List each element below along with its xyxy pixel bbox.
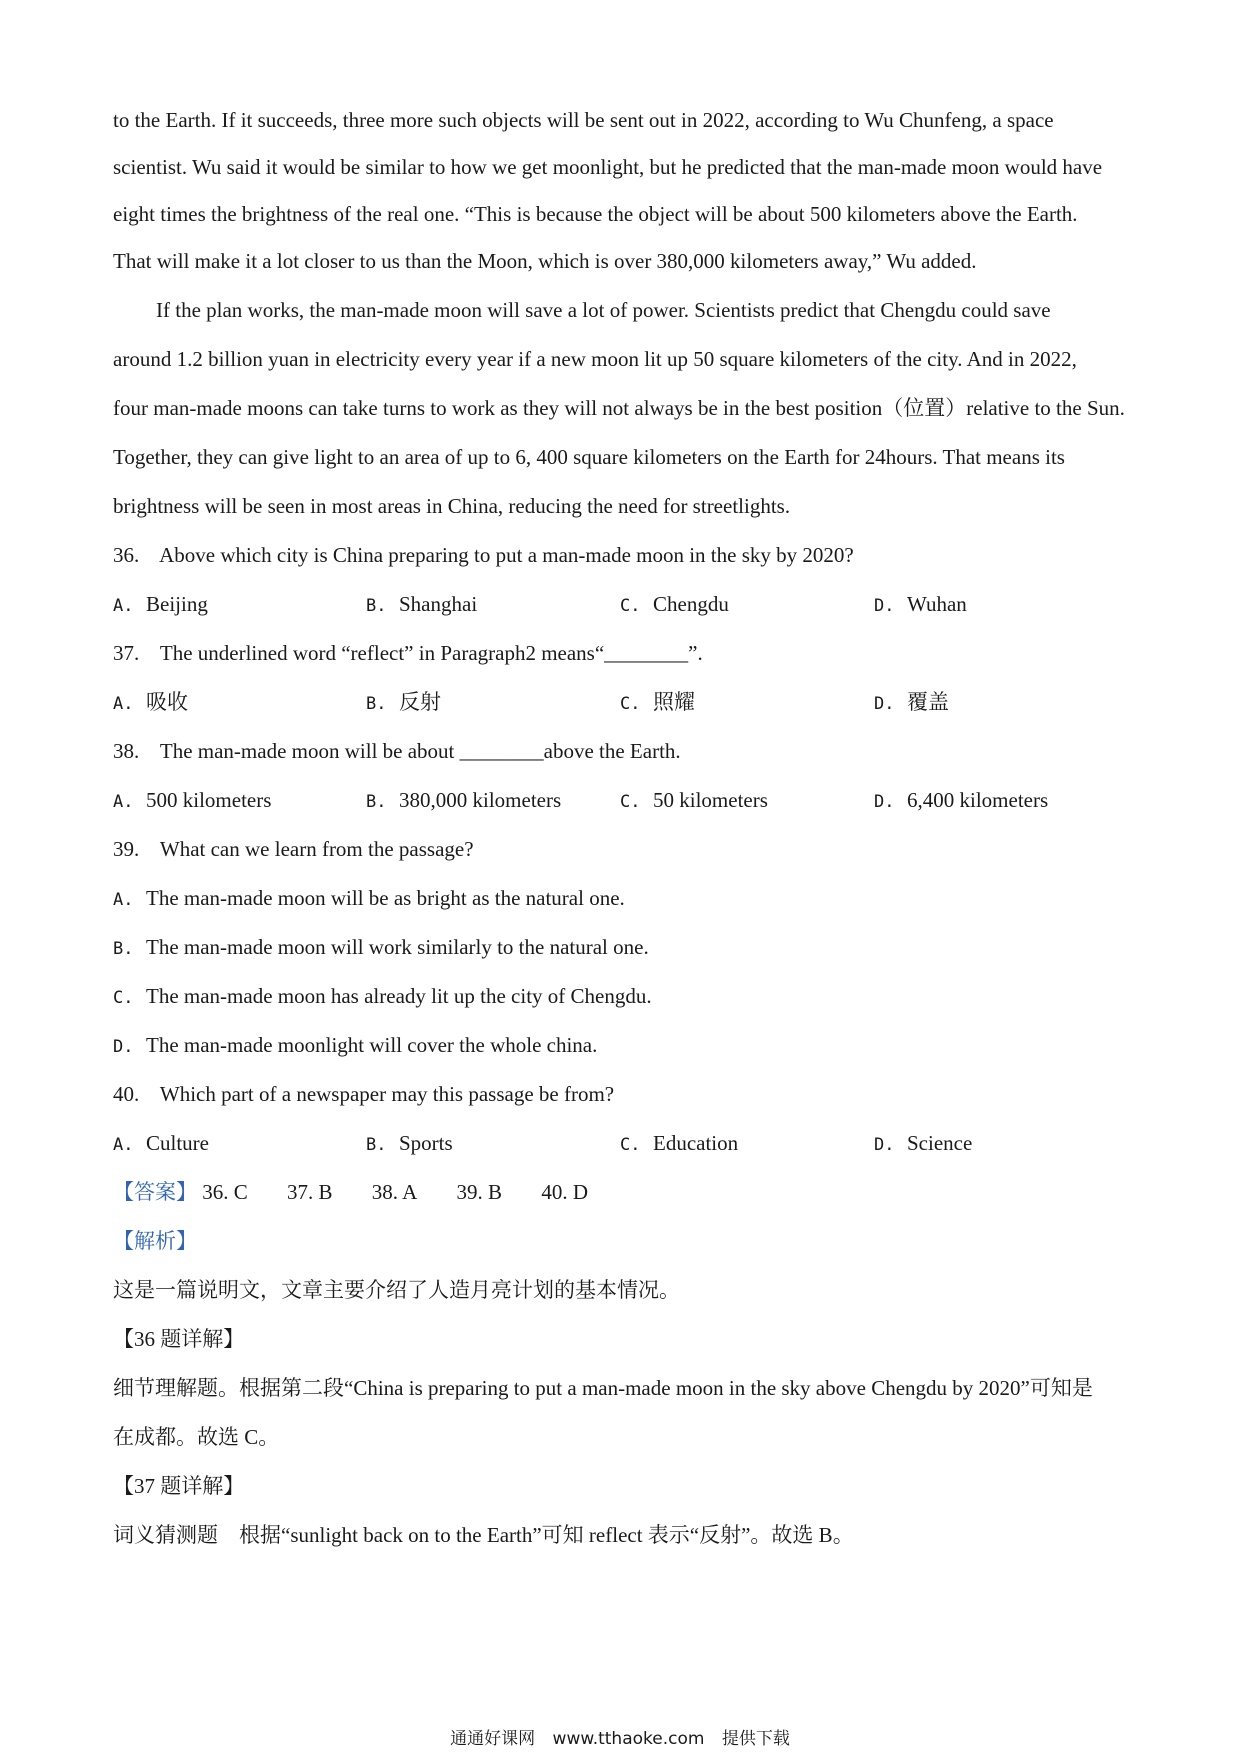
option: A. 500 kilometers [113,788,272,812]
answer-item: 37. B [287,1180,333,1204]
option: C. Chengdu [620,592,729,616]
page-footer [0,1728,1240,1750]
option: C. 50 kilometers [620,788,768,812]
option: B. The man-made moon will work similarly to the natural one. [113,935,649,959]
passage-line: eight times the brightness of the real one. “This is because the object will be about 500 kilometers above the Earth. [113,202,1078,226]
answer-item: 40. D [541,1180,588,1204]
question-36 [113,540,1133,570]
question-39 [113,834,1133,864]
option: B. Shanghai [366,592,478,616]
answer-item: 38. A [371,1180,418,1204]
passage-line: Together, they can give light to an area of up to 6, 400 square kilometers on the Earth for 24hours. That means its [113,445,1065,469]
question-number: 36. [113,543,140,567]
answer-item: 36. C [202,1180,248,1204]
q36-explanation: 在成都。故选 C。 [113,1425,280,1449]
question-text: What can we learn from the passage? [159,837,474,861]
q36-explanation-title: 【36 题详解】 [113,1327,245,1351]
analysis-label: 【解析】 [113,1229,197,1253]
option: C. 照耀 [620,690,695,714]
option: A. 吸收 [113,690,188,714]
passage-line: If the plan works, the man-made moon will save a lot of power. Scientists predict that Chengdu could save [156,298,1051,322]
q36-explanation: 细节理解题。根据第二段“China is preparing to put a man-made moon in the sky above Chengdu by 2020”可知是 [113,1376,1093,1400]
question-number: 39. [113,837,140,861]
option: C. The man-made moon has already lit up the city of Chengdu. [113,984,652,1008]
option: C. Education [620,1131,739,1155]
question-text: Which part of a newspaper may this passage be from? [159,1082,615,1106]
question-text: Above which city is China preparing to put a man-made moon in the sky by 2020? [159,543,854,567]
question-number: 40. [113,1082,140,1106]
answer-label: 【答案】 [113,1180,197,1204]
option: D. Science [874,1131,973,1155]
footer-site-name: 通通好课网 [450,1729,536,1749]
answer-item: 39. B [456,1180,503,1204]
question-37 [113,638,1133,668]
question-text: The man-made moon will be about ________above the Earth. [159,739,681,763]
question-text: The underlined word “reflect” in Paragraph2 means“________”. [159,641,703,665]
passage-line: four man-made moons can take turns to work as they will not always be in the best position（位置）relative to the Sun. [113,396,1125,420]
passage-line: to the Earth. If it succeeds, three more such objects will be sent out in 2022, according to Wu Chunfeng, a space [113,108,1054,132]
option: D. 覆盖 [874,690,949,714]
analysis-summary: 这是一篇说明文，文章主要介绍了人造月亮计划的基本情况。 [113,1278,680,1302]
passage-line: around 1.2 billion yuan in electricity every year if a new moon lit up 50 square kilometers of the city. And in 2022, [113,347,1077,371]
footer-url[interactable]: www.tthaoke.com [552,1729,705,1749]
passage-line: scientist. Wu said it would be similar to how we get moonlight, but he predicted that the man-made moon would have [113,155,1103,179]
option: B. 380,000 kilometers [366,788,562,812]
q37-explanation: 词义猜测题 根据“sunlight back on to the Earth”可知 reflect 表示“反射”。故选 B。 [113,1523,854,1547]
question-number: 38. [113,739,140,763]
option: D. 6,400 kilometers [874,788,1049,812]
question-40 [113,1079,1133,1109]
footer-suffix: 提供下载 [721,1729,790,1749]
option: A. Culture [113,1131,209,1155]
q37-explanation-title: 【37 题详解】 [113,1474,245,1498]
question-number: 37. [113,641,140,665]
answer-key [113,1177,1133,1207]
option: D. Wuhan [874,592,967,616]
option: D. The man-made moonlight will cover the whole china. [113,1033,598,1057]
option: A. The man-made moon will be as bright as the natural one. [113,886,625,910]
option: B. 反射 [366,690,441,714]
passage-line: That will make it a lot closer to us than the Moon, which is over 380,000 kilometers away,” Wu added. [113,249,977,273]
question-38 [113,736,1133,766]
passage-line: brightness will be seen in most areas in China, reducing the need for streetlights. [113,494,791,518]
option: A. Beijing [113,592,208,616]
option: B. Sports [366,1131,453,1155]
